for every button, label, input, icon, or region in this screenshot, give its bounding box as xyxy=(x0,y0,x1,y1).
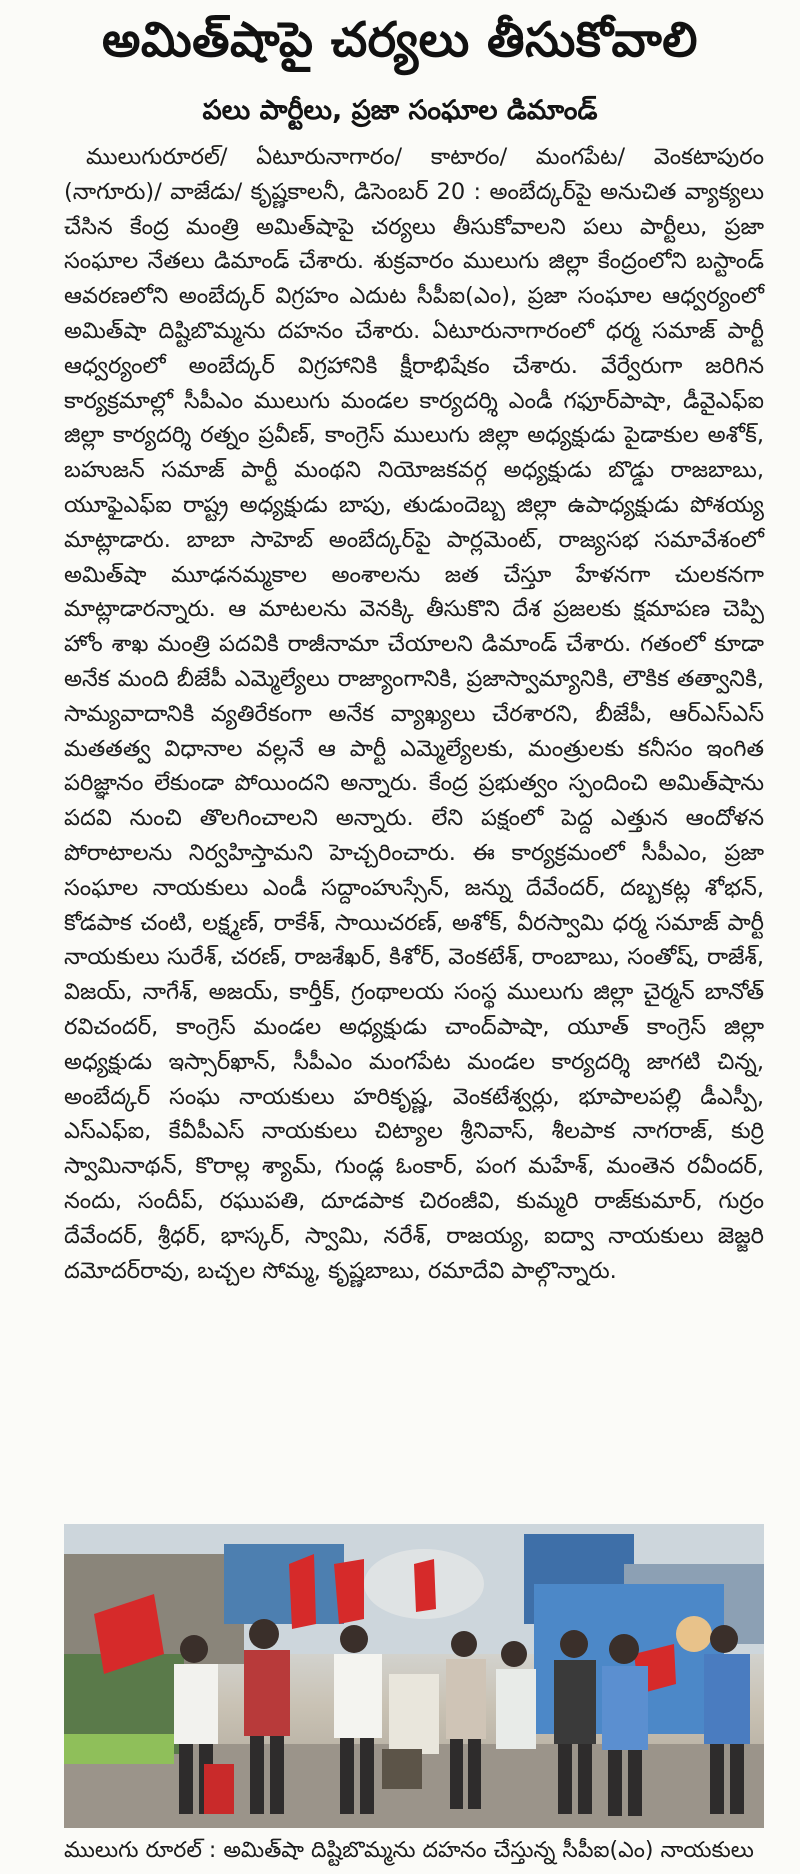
photo-caption: ములుగు రూరల్ : అమిత్‌షా దిష్టిబొమ్మను దహనం చేస్తున్న సీపీఐ(ఎం) నాయకులు xyxy=(64,1838,754,1863)
article-body xyxy=(64,140,764,1288)
body-paragraph: ములుగురూరల్/ ఏటూరునాగారం/ కాటారం/ మంగపేట/ వెంకటాపురం (నాగూరు)/ వాజేడు/ కృష్ణకాలనీ, డిసెంబర్ 20 : అంబేద్కర్‌పై అనుచిత వ్యాక్యలు చేసిన కేంద్ర మంత్రి అమిత్‌షాపై చర్యలు తీసుకోవాలని పలు పార్టీలు, ప్రజా సంఘాల నేతలు డిమాండ్ చేశారు. శుక్రవారం ములుగు జిల్లా కేంద్రంలోని బస్టాండ్ ఆవరణలోని అంబేద్కర్ విగ్రహం ఎదుట సీపీఐ(ఎం), ప్రజా సంఘాల ఆధ్వర్యంలో అమిత్‌షా దిష్టిబొమ్మను దహనం చేశారు. ఏటూరునాగారంలో ధర్మ సమాజ్ పార్టీ ఆధ్వర్యంలో అంబేద్కర్ విగ్రహానికి క్షీరాభిషేకం చేశారు. వేర్వేరుగా జరిగిన కార్యక్రమాల్లో సీపీఎం ములుగు మండల కార్యదర్శి ఎండీ గఫూర్‌పాషా, డీవైఎఫ్ఐ జిల్లా కార్యదర్శి రత్నం ప్రవీణ్, కాంగ్రెస్ ములుగు జిల్లా అధ్యక్షుడు పైడాకుల అశోక్, బహుజన్ సమాజ్ పార్టీ మంథని నియోజకవర్గ అధ్యక్షుడు బొడ్డు రాజబాబు, యూఫైఎఫ్ఐ రాష్ట్ర అధ్యక్షుడు బాపు, తుడుందెబ్బ జిల్లా ఉపాధ్యక్షుడు పోశయ్య మాట్లాడారు. బాబా సాహెబ్ అంబేద్కర్‌పై పార్లమెంట్, రాజ్యసభ సమావేశంలో అమిత్‌షా మూఢనమ్మకాల అంశాలను జత చేస్తూ హేళనగా చులకనగా మాట్లాడారన్నారు. ఆ మాటలను వెనక్కి తీసుకొని దేశ ప్రజలకు క్షమాపణ చెప్పి హోం శాఖ మంత్రి పదవికి రాజీనామా చేయాలని డిమాండ్ చేశారు. గతంలో కూడా అనేక మంది బీజేపీ ఎమ్మెల్యేలు రాజ్యాంగానికి, ప్రజాస్వామ్యానికి, లౌకిక తత్వానికి, సామ్యవాదానికి వ్యతిరేకంగా అనేక వ్యాఖ్యలు చేరశారని, బీజేపీ, ఆర్ఎస్ఎస్ మతతత్వ విధానాల వల్లనే ఆ పార్టీ ఎమ్మెల్యేలకు, మంత్రులకు కనీసం ఇంగిత పరిజ్ఞానం లేకుండా పోయిందని అన్నారు. కేంద్ర ప్రభుత్వం స్పందించి అమిత్‌షాను పదవి నుంచి తొలగించాలని అన్నారు. లేని పక్షంలో పెద్ద ఎత్తున ఆందోళన పోరాటాలను నిర్వహిస్తామని హెచ్చరించారు. ఈ కార్యక్రమంలో సీపీఎం, ప్రజా సంఘాల నాయకులు ఎండీ సద్దాంహుస్సేన్, జన్ను దేవేందర్, దబ్బకట్ల శోభన్, కోడపాక చంటి, లక్ష్మణ్, రాకేశ్, సాయిచరణ్, అశోక్, వీరస్వామి ధర్మ సమాజ్ పార్టీ నాయకులు సురేశ్, చరణ్, రాజశేఖర్, కిశోర్, వెంకటేశ్, రాంబాబు, సంతోష్, రాజేశ్, విజయ్, నాగేశ్, అజయ్, కార్తీక్, గ్రంథాలయ సంస్థ ములుగు జిల్లా చైర్మన్ బానోత్ రవిచందర్, కాంగ్రెస్ మండల అధ్యక్షుడు చాంద్‌పాషా, యూత్ కాంగ్రెస్ జిల్లా అధ్యక్షుడు ఇస్సార్‌ఖాన్, సీపీఎం మంగపేట మండల కార్యదర్శి జాగటి చిన్న, అంబేద్కర్ సంఘ నాయకులు హరికృష్ణ, వెంకటేశ్వర్లు, భూపాలపల్లి డీఎస్పీ, ఎస్ఎఫ్ఐ, కేవీపీఎస్ నాయకులు చిట్యాల శ్రీనివాస్, శీలపాక నాగరాజ్, కుర్రి స్వామినాథన్, కొరాల్ల శ్యామ్, గుండ్ల ఓంకార్, పంగ మహేశ్, మంతెన రవీందర్, నందు, సందీప్, రఘుపతి, దూడపాక చిరంజీవి, కుమ్మరి రాజ్‌కుమార్, గుర్రం దేవేందర్, శ్రీధర్, భాస్కర్, స్వామి, నరేశ్, రాజయ్య, ఐద్వా నాయకులు జెజ్జరి దమోదర్‌రావు, బచ్చల సోమ్మ, కృష్ణబాబు, రమాదేవి పాల్గొన్నారు. xyxy=(64,144,764,1284)
headline: అమిత్‌షాపై చర్యలు తీసుకోవాలి xyxy=(102,12,698,68)
news-photo xyxy=(64,1524,764,1828)
subheadline: పలు పార్టీలు, ప్రజా సంఘాల డిమాండ్ xyxy=(202,95,598,126)
